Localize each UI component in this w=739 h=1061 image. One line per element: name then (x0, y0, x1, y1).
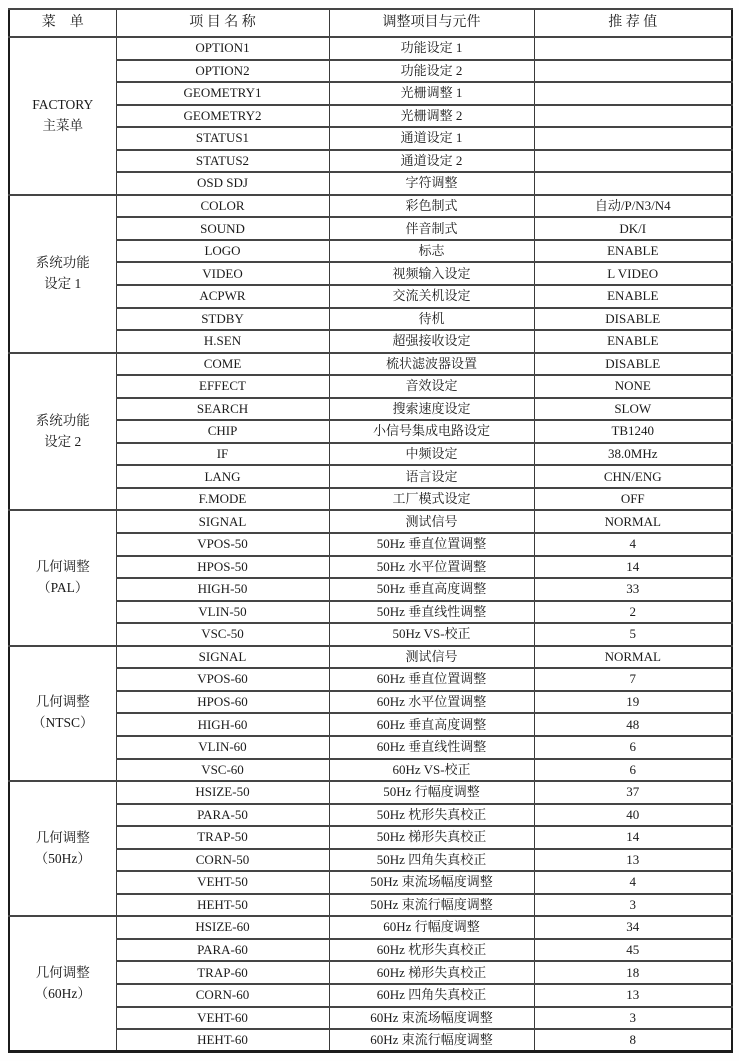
adjustment-desc-cell: 待机 (329, 308, 534, 331)
recommended-value-cell: 38.0MHz (534, 443, 732, 466)
table-row (9, 1007, 732, 1030)
item-name-cell: GEOMETRY1 (116, 82, 329, 105)
menu-group-label-line: 几何调整 (35, 559, 90, 575)
adjustment-desc-cell: 通道设定 1 (329, 127, 534, 150)
adjustment-desc-cell: 60Hz 垂直位置调整 (329, 668, 534, 691)
menu-group-cell (9, 781, 116, 916)
adjustment-desc-cell: 50Hz 束流行幅度调整 (329, 894, 534, 917)
table-row (9, 37, 732, 60)
adjustment-desc-cell: 60Hz 水平位置调整 (329, 691, 534, 714)
table-row (9, 894, 732, 917)
table-row (9, 443, 732, 466)
adjustment-desc-cell: 60Hz 四角失真校正 (329, 984, 534, 1007)
table-row (9, 623, 732, 646)
recommended-value-cell: SLOW (534, 398, 732, 421)
item-name-cell: LANG (116, 465, 329, 488)
recommended-value-cell: DK/I (534, 217, 732, 240)
menu-group-label-line: 几何调整 (35, 829, 90, 845)
recommended-value-cell: 33 (534, 578, 732, 601)
table-row (9, 646, 732, 669)
col-header-adjustment-item: 调整项目与元件 (329, 9, 534, 37)
recommended-value-cell: ENABLE (534, 330, 732, 353)
item-name-cell: OSD SDJ (116, 172, 329, 195)
table-row (9, 826, 732, 849)
adjustment-desc-cell: 语言设定 (329, 465, 534, 488)
table-row (9, 601, 732, 624)
item-name-cell: VIDEO (116, 262, 329, 285)
adjustment-desc-cell: 超强接收设定 (329, 330, 534, 353)
adjustment-desc-cell: 50Hz VS-校正 (329, 623, 534, 646)
item-name-cell: VPOS-60 (116, 668, 329, 691)
table-row (9, 217, 732, 240)
item-name-cell: PARA-60 (116, 939, 329, 962)
item-name-cell: VLIN-50 (116, 601, 329, 624)
item-name-cell: VLIN-60 (116, 736, 329, 759)
table-row (9, 961, 732, 984)
adjustment-desc-cell: 50Hz 梯形失真校正 (329, 826, 534, 849)
adjustment-desc-cell: 60Hz 梯形失真校正 (329, 961, 534, 984)
item-name-cell: HIGH-50 (116, 578, 329, 601)
item-name-cell: H.SEN (116, 330, 329, 353)
item-name-cell: SIGNAL (116, 646, 329, 669)
table-row (9, 353, 732, 376)
table-row (9, 1029, 732, 1052)
adjustment-desc-cell: 字符调整 (329, 172, 534, 195)
adjustment-desc-cell: 50Hz 枕形失真校正 (329, 804, 534, 827)
adjustment-desc-cell: 梳状滤波器设置 (329, 353, 534, 376)
item-name-cell: HSIZE-50 (116, 781, 329, 804)
item-name-cell: CORN-60 (116, 984, 329, 1007)
recommended-value-cell: 3 (534, 1007, 732, 1030)
table-row (9, 984, 732, 1007)
adjustment-desc-cell: 50Hz 束流场幅度调整 (329, 871, 534, 894)
recommended-value-cell (534, 127, 732, 150)
adjustment-desc-cell: 光栅调整 1 (329, 82, 534, 105)
table-row (9, 578, 732, 601)
recommended-value-cell: 14 (534, 556, 732, 579)
recommended-value-cell: 6 (534, 759, 732, 782)
adjustment-desc-cell: 音效设定 (329, 375, 534, 398)
item-name-cell: STDBY (116, 308, 329, 331)
adjustment-desc-cell: 伴音制式 (329, 217, 534, 240)
col-header-item-name: 项 目 名 称 (116, 9, 329, 37)
recommended-value-cell: 8 (534, 1029, 732, 1052)
item-name-cell: COLOR (116, 195, 329, 218)
adjustment-desc-cell: 彩色制式 (329, 195, 534, 218)
adjustment-desc-cell: 60Hz 束流场幅度调整 (329, 1007, 534, 1030)
adjustment-desc-cell: 工厂模式设定 (329, 488, 534, 511)
item-name-cell: TRAP-60 (116, 961, 329, 984)
recommended-value-cell: TB1240 (534, 420, 732, 443)
adjustment-desc-cell: 50Hz 垂直位置调整 (329, 533, 534, 556)
table-row (9, 668, 732, 691)
recommended-value-cell: 40 (534, 804, 732, 827)
recommended-value-cell: 4 (534, 871, 732, 894)
item-name-cell: ACPWR (116, 285, 329, 308)
recommended-value-cell: 14 (534, 826, 732, 849)
adjustment-desc-cell: 视频输入设定 (329, 262, 534, 285)
item-name-cell: HSIZE-60 (116, 916, 329, 939)
factory-adjustment-table (8, 8, 733, 1053)
table-row (9, 533, 732, 556)
item-name-cell: F.MODE (116, 488, 329, 511)
item-name-cell: HIGH-60 (116, 713, 329, 736)
adjustment-desc-cell: 标志 (329, 240, 534, 263)
table-row (9, 849, 732, 872)
item-name-cell: HEHT-60 (116, 1029, 329, 1052)
menu-group-label-line: 系统功能 (35, 254, 90, 270)
table-row (9, 510, 732, 533)
recommended-value-cell (534, 82, 732, 105)
table-row (9, 713, 732, 736)
item-name-cell: GEOMETRY2 (116, 105, 329, 128)
recommended-value-cell: 自动/P/N3/N4 (534, 195, 732, 218)
table-row (9, 308, 732, 331)
item-name-cell: VEHT-60 (116, 1007, 329, 1030)
adjustment-desc-cell: 测试信号 (329, 510, 534, 533)
recommended-value-cell: 13 (534, 849, 732, 872)
adjustment-desc-cell: 搜索速度设定 (329, 398, 534, 421)
recommended-value-cell: 7 (534, 668, 732, 691)
col-header-menu: 菜 单 (9, 9, 116, 37)
recommended-value-cell: ENABLE (534, 240, 732, 263)
recommended-value-cell: 5 (534, 623, 732, 646)
recommended-value-cell: OFF (534, 488, 732, 511)
table-row (9, 172, 732, 195)
menu-group-label-line: 设定 1 (44, 275, 82, 291)
table-row (9, 736, 732, 759)
item-name-cell: HPOS-50 (116, 556, 329, 579)
menu-group-cell (9, 916, 116, 1051)
menu-group-label-line: （50Hz） (34, 850, 91, 866)
item-name-cell: TRAP-50 (116, 826, 329, 849)
adjustment-desc-cell: 中频设定 (329, 443, 534, 466)
table-row (9, 262, 732, 285)
menu-group-cell (9, 353, 116, 511)
recommended-value-cell: 48 (534, 713, 732, 736)
table-row (9, 82, 732, 105)
item-name-cell: VSC-50 (116, 623, 329, 646)
table-row (9, 556, 732, 579)
menu-group-cell (9, 195, 116, 353)
recommended-value-cell (534, 60, 732, 83)
table-row (9, 804, 732, 827)
menu-group-label-line: （60Hz） (34, 985, 91, 1001)
item-name-cell: CORN-50 (116, 849, 329, 872)
menu-group-cell (9, 510, 116, 645)
recommended-value-cell: 3 (534, 894, 732, 917)
table-row (9, 375, 732, 398)
table-row (9, 488, 732, 511)
item-name-cell: OPTION2 (116, 60, 329, 83)
menu-group-label-line: （PAL） (37, 580, 89, 596)
adjustment-desc-cell: 光栅调整 2 (329, 105, 534, 128)
item-name-cell: HPOS-60 (116, 691, 329, 714)
recommended-value-cell: 18 (534, 961, 732, 984)
item-name-cell: VEHT-50 (116, 871, 329, 894)
recommended-value-cell: 2 (534, 601, 732, 624)
table-row (9, 759, 732, 782)
table-row (9, 150, 732, 173)
table-row (9, 939, 732, 962)
recommended-value-cell: 34 (534, 916, 732, 939)
table-row (9, 781, 732, 804)
recommended-value-cell: 13 (534, 984, 732, 1007)
table-row (9, 127, 732, 150)
table-row (9, 871, 732, 894)
adjustment-desc-cell: 交流关机设定 (329, 285, 534, 308)
menu-group-cell (9, 37, 116, 195)
adjustment-desc-cell: 测试信号 (329, 646, 534, 669)
recommended-value-cell (534, 37, 732, 60)
item-name-cell: HEHT-50 (116, 894, 329, 917)
menu-group-cell (9, 646, 116, 781)
recommended-value-cell: 4 (534, 533, 732, 556)
menu-group-label-line: 设定 2 (44, 433, 82, 449)
recommended-value-cell: ENABLE (534, 285, 732, 308)
recommended-value-cell: DISABLE (534, 353, 732, 376)
recommended-value-cell: NONE (534, 375, 732, 398)
recommended-value-cell: 45 (534, 939, 732, 962)
table-row (9, 465, 732, 488)
adjustment-desc-cell: 功能设定 2 (329, 60, 534, 83)
header-row (9, 9, 732, 37)
item-name-cell: EFFECT (116, 375, 329, 398)
adjustment-desc-cell: 50Hz 垂直线性调整 (329, 601, 534, 624)
menu-group-label-line: 几何调整 (35, 964, 90, 980)
adjustment-desc-cell: 60Hz 束流行幅度调整 (329, 1029, 534, 1052)
item-name-cell: VSC-60 (116, 759, 329, 782)
item-name-cell: PARA-50 (116, 804, 329, 827)
item-name-cell: SIGNAL (116, 510, 329, 533)
table-row (9, 420, 732, 443)
adjustment-desc-cell: 60Hz 垂直高度调整 (329, 713, 534, 736)
table-row (9, 398, 732, 421)
menu-group-label-line: FACTORY (32, 96, 94, 112)
recommended-value-cell (534, 105, 732, 128)
recommended-value-cell: 19 (534, 691, 732, 714)
item-name-cell: LOGO (116, 240, 329, 263)
recommended-value-cell (534, 172, 732, 195)
item-name-cell: CHIP (116, 420, 329, 443)
recommended-value-cell: 37 (534, 781, 732, 804)
table-row (9, 105, 732, 128)
menu-group-label-line: 系统功能 (35, 412, 90, 428)
col-header-recommended-value: 推 荐 值 (534, 9, 732, 37)
table-row (9, 330, 732, 353)
item-name-cell: SOUND (116, 217, 329, 240)
adjustment-desc-cell: 50Hz 行幅度调整 (329, 781, 534, 804)
item-name-cell: STATUS2 (116, 150, 329, 173)
table-row (9, 240, 732, 263)
adjustment-desc-cell: 50Hz 水平位置调整 (329, 556, 534, 579)
item-name-cell: IF (116, 443, 329, 466)
adjustment-desc-cell: 60Hz 垂直线性调整 (329, 736, 534, 759)
adjustment-desc-cell: 小信号集成电路设定 (329, 420, 534, 443)
adjustment-desc-cell: 60Hz 行幅度调整 (329, 916, 534, 939)
recommended-value-cell: NORMAL (534, 510, 732, 533)
adjustment-desc-cell: 60Hz VS-校正 (329, 759, 534, 782)
adjustment-desc-cell: 50Hz 垂直高度调整 (329, 578, 534, 601)
recommended-value-cell (534, 150, 732, 173)
menu-group-label-line: 主菜单 (42, 117, 83, 133)
item-name-cell: SEARCH (116, 398, 329, 421)
table-row (9, 195, 732, 218)
table-row (9, 285, 732, 308)
recommended-value-cell: CHN/ENG (534, 465, 732, 488)
recommended-value-cell: DISABLE (534, 308, 732, 331)
recommended-value-cell: 6 (534, 736, 732, 759)
table-row (9, 60, 732, 83)
item-name-cell: STATUS1 (116, 127, 329, 150)
recommended-value-cell: NORMAL (534, 646, 732, 669)
menu-group-label-line: 几何调整 (35, 694, 90, 710)
item-name-cell: VPOS-50 (116, 533, 329, 556)
table-row (9, 916, 732, 939)
recommended-value-cell: L VIDEO (534, 262, 732, 285)
item-name-cell: COME (116, 353, 329, 376)
table-row (9, 691, 732, 714)
adjustment-desc-cell: 通道设定 2 (329, 150, 534, 173)
menu-group-label-line: （NTSC） (31, 715, 94, 731)
item-name-cell: OPTION1 (116, 37, 329, 60)
adjustment-desc-cell: 60Hz 枕形失真校正 (329, 939, 534, 962)
adjustment-desc-cell: 50Hz 四角失真校正 (329, 849, 534, 872)
adjustment-desc-cell: 功能设定 1 (329, 37, 534, 60)
